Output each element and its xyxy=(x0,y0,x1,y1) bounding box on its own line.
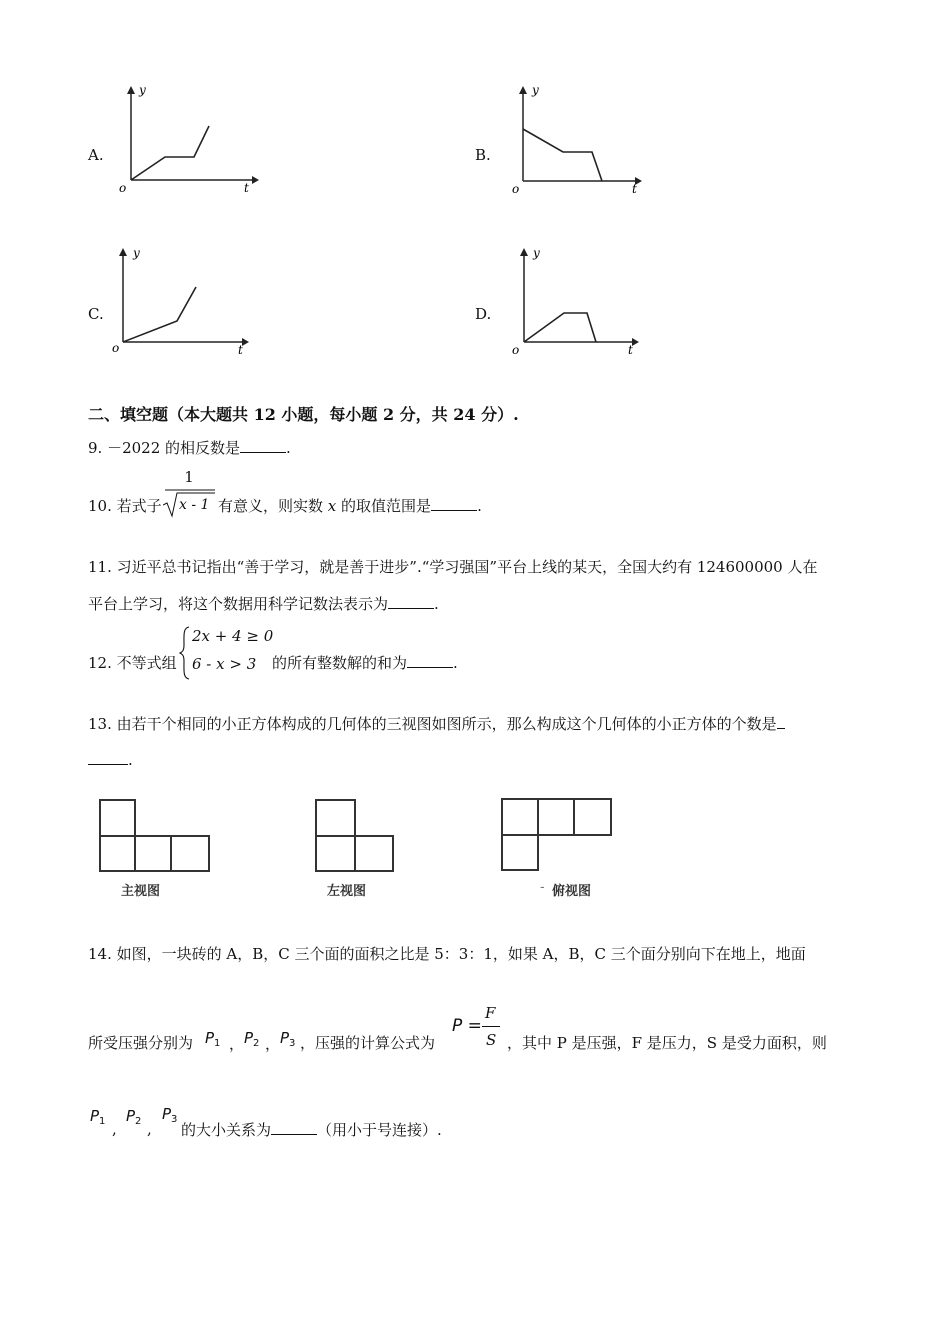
question-11-line2: 平台上学习，将这个数据用科学记数法表示为 . xyxy=(88,595,439,613)
question-12: 12. 不等式组 xyxy=(88,654,177,672)
svg-text:o: o xyxy=(112,341,120,355)
question-14-line2a: 所受压强分别为 xyxy=(88,1034,194,1052)
svg-text:t: t xyxy=(628,343,633,357)
option-b-label: B. xyxy=(475,146,491,164)
top-view-mark: - xyxy=(540,880,545,895)
question-12-rest: 的所有整数解的和为 . xyxy=(272,654,458,672)
y-axis-label: y xyxy=(139,83,146,97)
left-view-figure xyxy=(314,798,398,874)
question-13-line1: 13. 由若干个相同的小正方体构成的几何体的三视图如图所示，那么构成这个几何体的小正方体的个数是 xyxy=(88,714,785,734)
answer-blank xyxy=(271,1120,317,1135)
graph-option-a xyxy=(110,80,260,200)
answer-blank xyxy=(88,750,128,765)
svg-text:o: o xyxy=(512,182,520,196)
top-view-label: 俯视图 xyxy=(552,884,592,899)
question-13-line2: . xyxy=(88,750,133,770)
p2: $P_2$ xyxy=(244,1029,260,1049)
inequality-1: 2x + 4 ≥ 0 xyxy=(192,627,274,645)
graph-option-d xyxy=(502,242,652,362)
question-14-line1: 14. 如图，一块砖的 A，B，C 三个面的面积之比是 5：3：1，如果 A，B，C 三个面分别向下在地上，地面 xyxy=(88,945,806,963)
option-a-label: A. xyxy=(88,146,104,164)
t-axis-label: t xyxy=(244,181,249,195)
svg-text:t: t xyxy=(632,182,637,196)
question-14-line2c: ，其中 P 是压强，F 是压力，S 是受力面积，则 xyxy=(507,1034,827,1052)
formula-s: S xyxy=(486,1031,497,1049)
answer-blank xyxy=(431,496,477,511)
graph-option-c xyxy=(105,242,255,362)
answer-blank xyxy=(388,594,434,609)
svg-text:t: t xyxy=(238,343,243,357)
origin-label: o xyxy=(119,181,127,195)
answer-blank xyxy=(407,653,453,668)
p3: $P_3$ xyxy=(280,1029,296,1049)
front-view-label: 主视图 xyxy=(121,884,161,899)
inequality-2: 6 - x > 3 xyxy=(192,655,257,673)
question-10: 10. 若式子 xyxy=(88,497,162,515)
formula-p: P = xyxy=(452,1016,482,1036)
question-14-line3: 的大小关系为 （用小于号连接）. xyxy=(181,1121,442,1139)
question-11-line1: 11. 习近平总书记指出“善于学习，就是善于进步”.“学习强国”平台上线的某天，全国大约有 124600000 人在 xyxy=(88,558,818,576)
svg-text:y: y xyxy=(532,83,539,97)
section-title: 二、填空题（本大题共 12 小题，每小题 2 分，共 24 分）. xyxy=(88,405,519,424)
formula-f: F xyxy=(485,1004,496,1022)
fraction-numerator: 1 xyxy=(184,468,194,486)
radicand: x - 1 xyxy=(179,497,210,513)
svg-text:y: y xyxy=(133,246,140,260)
answer-blank xyxy=(240,438,286,453)
graph-option-b xyxy=(502,80,652,200)
question-10-rest: 有意义，则实数 x 的取值范围是 . xyxy=(218,497,482,515)
option-d-label: D. xyxy=(475,305,492,323)
front-view-figure xyxy=(98,798,214,874)
option-c-label: C. xyxy=(88,305,104,323)
top-view-figure xyxy=(500,797,616,873)
system-brace xyxy=(178,625,192,681)
svg-text:o: o xyxy=(512,343,520,357)
fraction-bar xyxy=(482,1026,500,1027)
left-view-label: 左视图 xyxy=(327,884,367,899)
question-14-line2b: ，压强的计算公式为 xyxy=(300,1034,436,1052)
p2-line3: $P_2$ xyxy=(126,1107,142,1127)
question-9: 9. －2022 的相反数是 . xyxy=(88,439,291,457)
p3-line3: $P_3$ xyxy=(162,1105,178,1125)
svg-text:y: y xyxy=(533,246,540,260)
p1: $P_1$ xyxy=(205,1029,221,1049)
p1-line3: $P_1$ xyxy=(90,1107,106,1127)
